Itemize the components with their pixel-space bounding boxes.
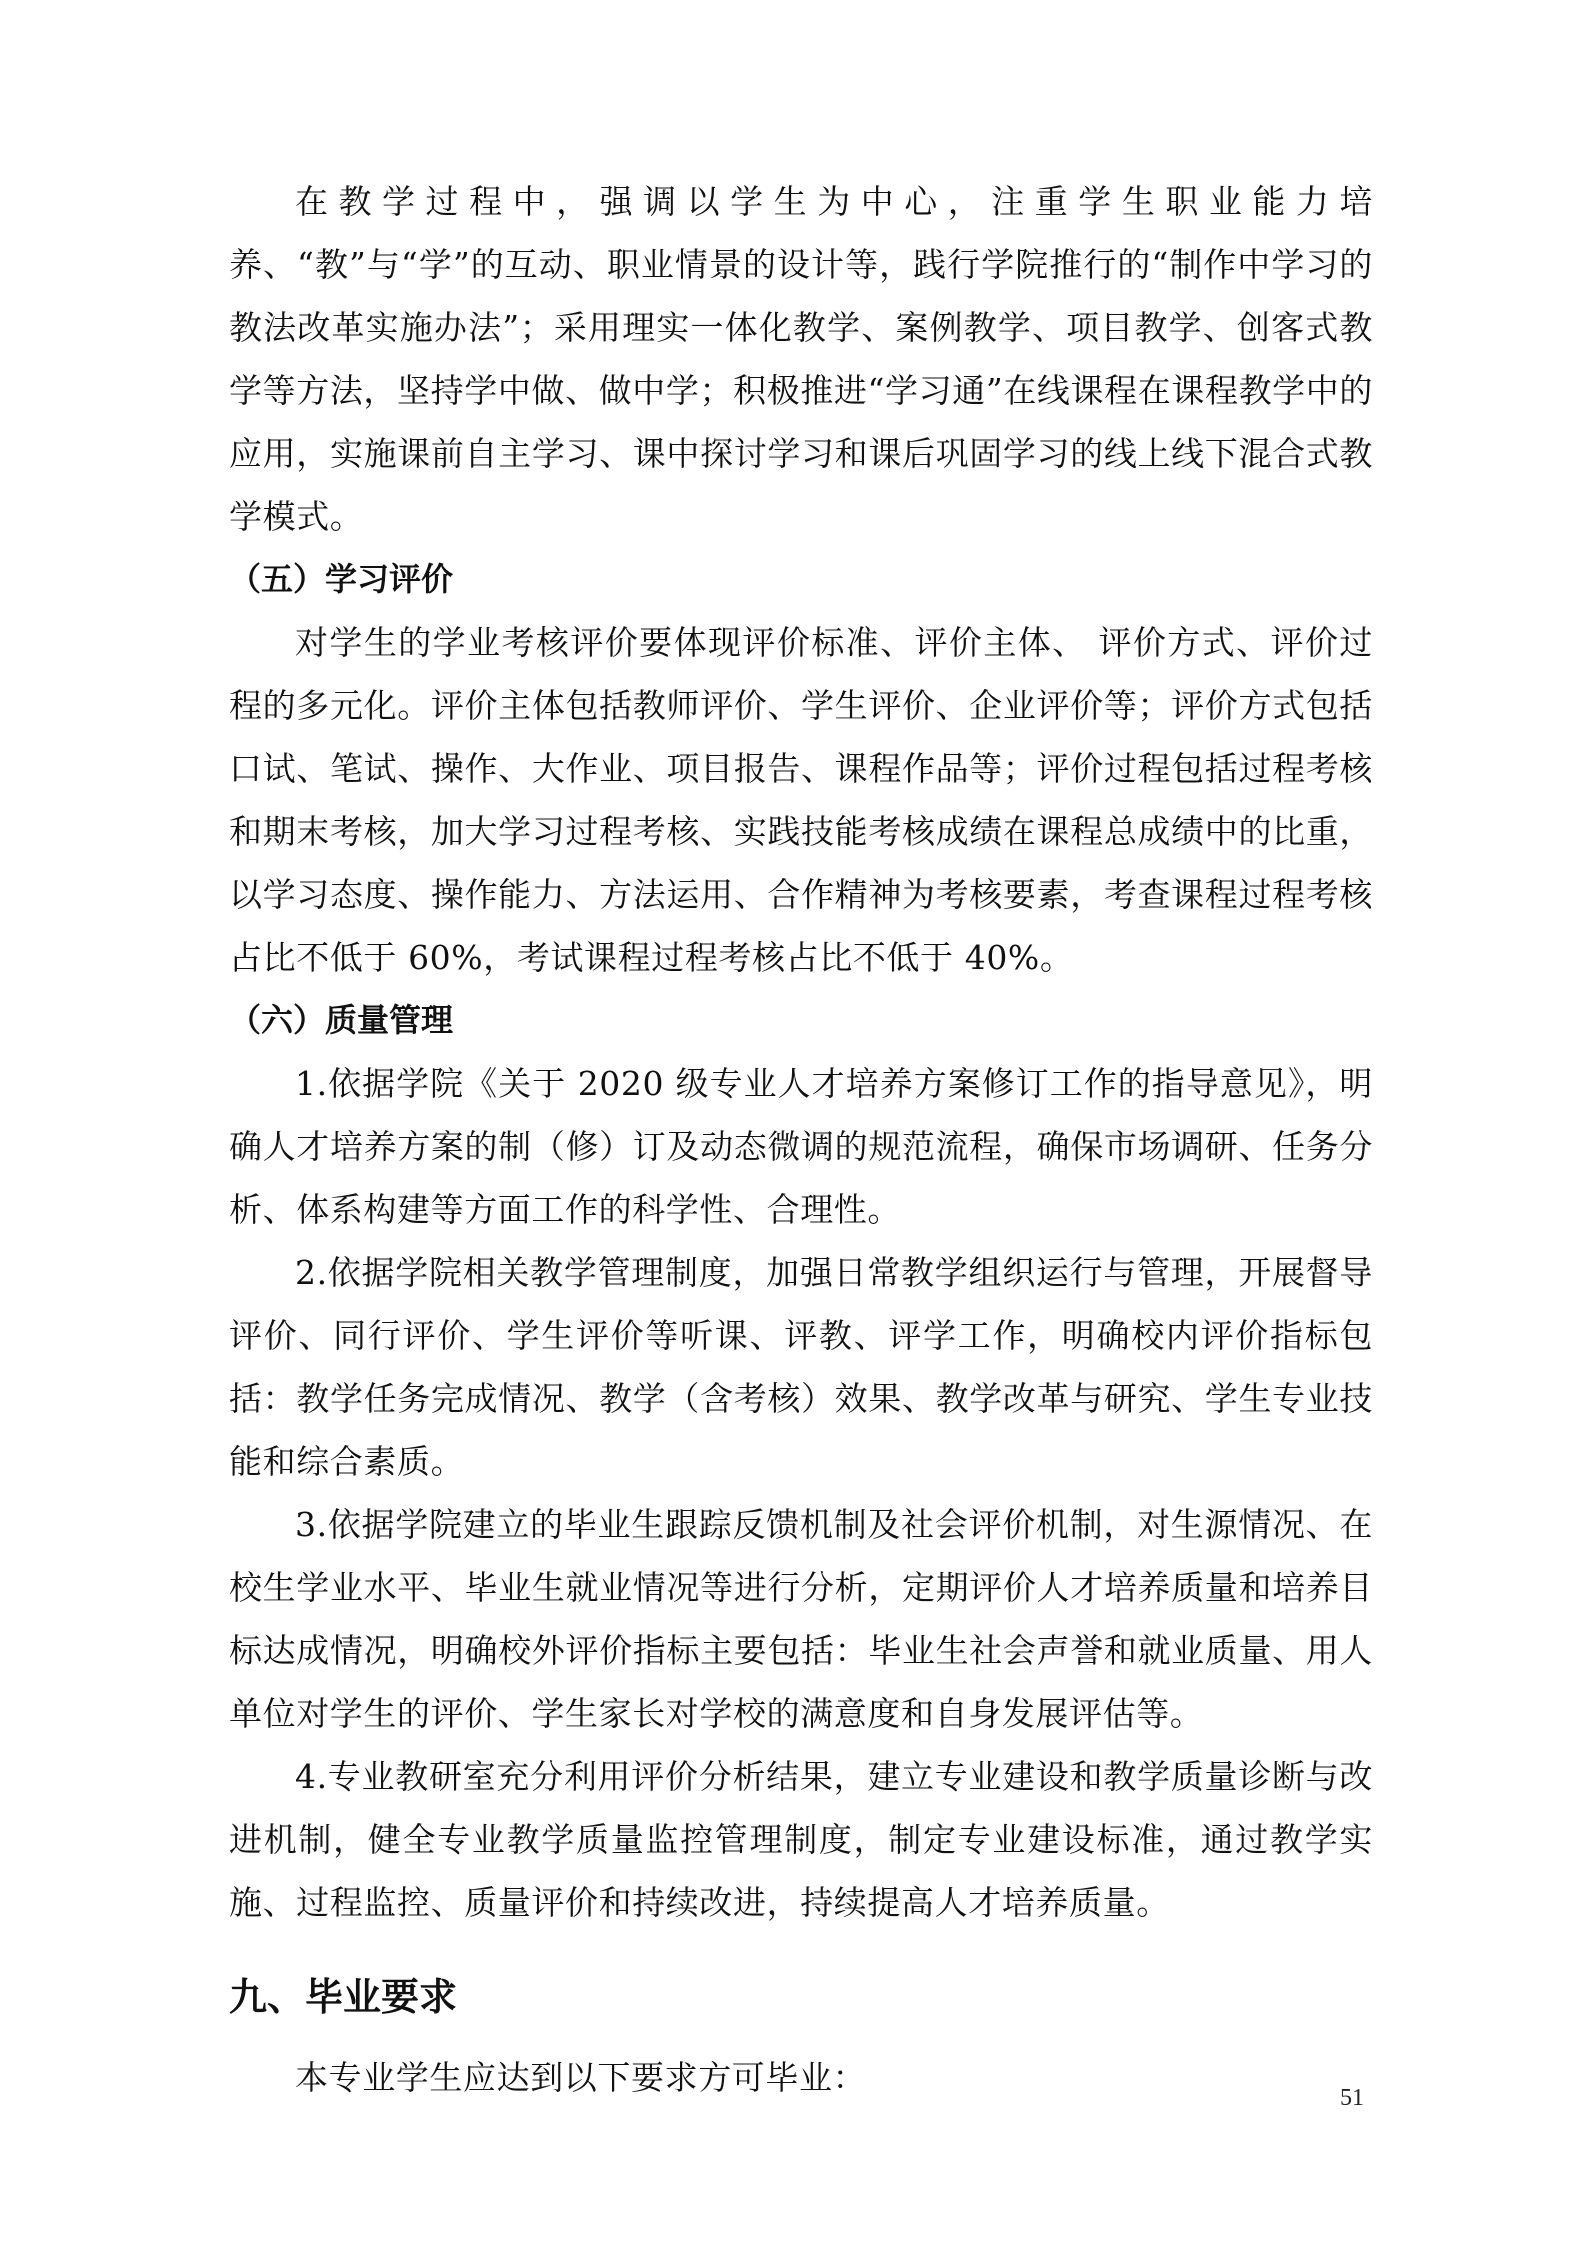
paragraph-graduation-intro: 本专业学生应达到以下要求方可毕业： <box>295 2058 867 2097</box>
paragraph-teaching-process: 在教学过程中，强调以学生为中心，注重学生职业能力培养、“教”与“学”的互动、职业情景的设计等，践行学院推行的“制作中学习的教法改革实施办法”；采用理实一体化教学、案例教学、项目教学、创客式教学等方法，坚持学中做、做中学；积极推进“学习通”在线课程在课程教学中的应用，实施课前自主学习、课中探讨学习和课后巩固学习的线上线下混合式教学模式。 <box>229 182 1373 536</box>
paragraph-quality-2: 2.依据学院相关教学管理制度，加强日常教学组织运行与管理，开展督导评价、同行评价、学生评价等听课、评教、评学工作，明确校内评价指标包括：教学任务完成情况、教学（含考核）效果、教学改革与研究、学生专业技能和综合素质。 <box>229 1253 1373 1481</box>
heading-graduation-requirements: 九、毕业要求 <box>229 1975 458 2019</box>
paragraph-learning-evaluation: 对学生的学业考核评价要体现评价标准、评价主体、 评价方式、评价过程的多元化。评价主体包括教师评价、学生评价、企业评价等；评价方式包括口试、笔试、操作、大作业、项目报告、课程作品等；评价过程包括过程考核和期末考核，加大学习过程考核、实践技能考核成绩在课程总成绩中的比重，以学习态度、操作能力、方法运用、合作精神为考核要素，考查课程过程考核占比不低于 60%，考试课程过程考核占比不低于 40%。 <box>229 623 1373 977</box>
paragraph-quality-4: 4.专业教研室充分利用评价分析结果，建立专业建设和教学质量诊断与改进机制，健全专业教学质量监控管理制度，制定专业建设标准，通过教学实施、过程监控、质量评价和持续改进，持续提高人才培养质量。 <box>229 1757 1373 1922</box>
heading-learning-evaluation: （五）学习评价 <box>229 560 454 598</box>
paragraph-quality-1: 1.依据学院《关于 2020 级专业人才培养方案修订工作的指导意见》，明确人才培养方案的制（修）订及动态微调的规范流程，确保市场调研、任务分析、体系构建等方面工作的科学性、合理性。 <box>229 1064 1373 1229</box>
paragraph-quality-3: 3.依据学院建立的毕业生跟踪反馈机制及社会评价机制，对生源情况、在校生学业水平、毕业生就业情况等进行分析，定期评价人才培养质量和培养目标达成情况，明确校外评价指标主要包括：毕业生社会声誉和就业质量、用人单位对学生的评价、学生家长对学校的满意度和自身发展评估等。 <box>229 1505 1373 1733</box>
heading-quality-management: （六）质量管理 <box>229 1001 454 1039</box>
page-number: 51 <box>1340 2085 1364 2111</box>
document-page <box>229 170 1373 2109</box>
